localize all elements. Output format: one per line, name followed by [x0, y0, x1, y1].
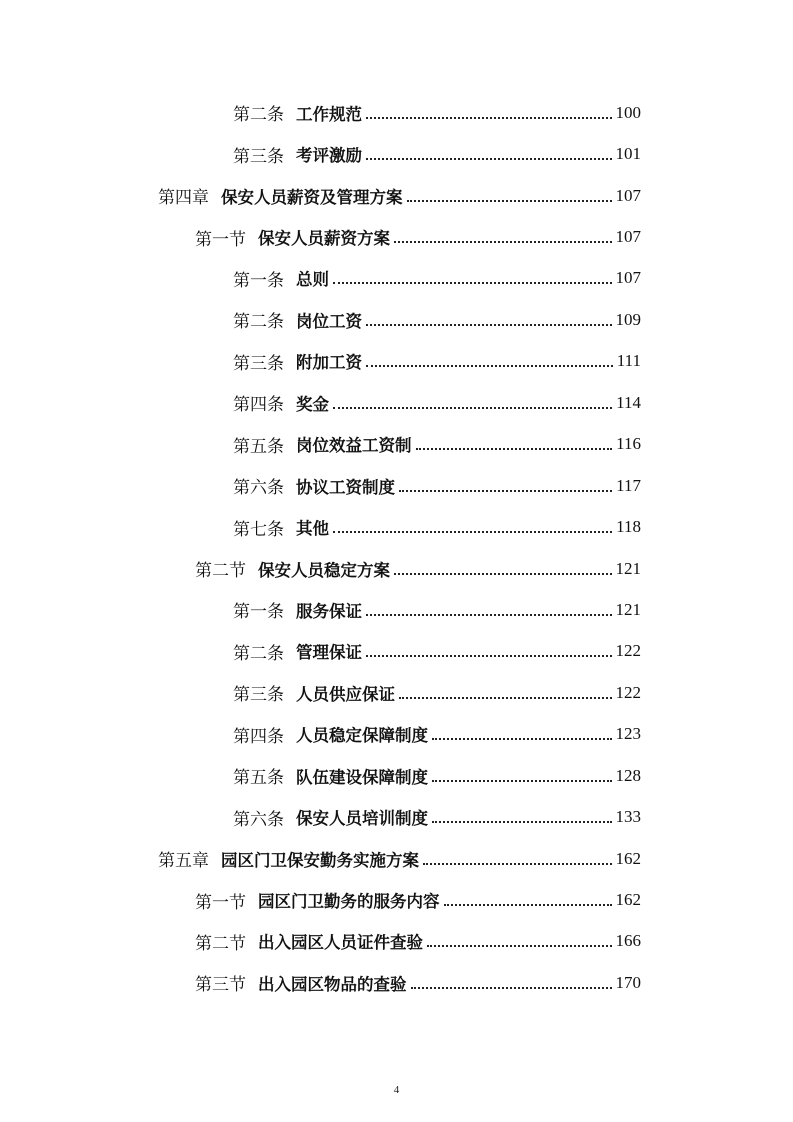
toc-entry-page: 100: [615, 102, 641, 122]
toc-entry-number: 第二条: [233, 312, 284, 333]
toc-entry[interactable]: [0, 631, 793, 672]
toc-entry[interactable]: [0, 216, 793, 257]
toc-entry-page: 133: [615, 807, 641, 827]
toc-entry[interactable]: [0, 175, 793, 216]
toc-entry-title: 管理保证: [296, 643, 362, 663]
toc-entry-number: 第六条: [233, 809, 284, 830]
toc-entry[interactable]: [0, 672, 793, 713]
toc-entry-title: 人员供应保证: [296, 684, 395, 704]
toc-entry-number: 第三条: [233, 146, 284, 167]
toc-entry-page: 107: [615, 227, 641, 247]
toc-entry-title: 服务保证: [296, 601, 362, 621]
toc-entry-page: 116: [616, 434, 641, 454]
toc-entry-page: 107: [615, 185, 641, 205]
dot-leader: [423, 863, 612, 865]
toc-entry-number: 第四条: [233, 395, 284, 416]
toc-entry-number: 第三节: [195, 975, 246, 996]
toc-entry-number: 第一节: [195, 229, 246, 250]
toc-entry-page: 128: [615, 765, 641, 785]
toc-entry[interactable]: [0, 506, 793, 547]
toc-entry-title: 总则: [296, 270, 329, 290]
toc-entry-number: 第四章: [158, 188, 209, 209]
dot-leader: [366, 324, 612, 326]
toc-entry-page: 117: [616, 475, 641, 495]
page-number: 4: [393, 1084, 400, 1096]
dot-leader: [432, 738, 612, 740]
toc-entry-title: 保安人员薪资及管理方案: [221, 187, 403, 207]
toc-entry[interactable]: [0, 879, 793, 920]
dot-leader: [366, 117, 612, 119]
dot-leader: [416, 448, 613, 450]
toc-entry-number: 第一节: [195, 892, 246, 913]
toc-entry-page: 162: [615, 848, 641, 868]
toc-entry-page: 121: [615, 599, 641, 619]
toc-entry[interactable]: [0, 424, 793, 465]
toc-entry-number: 第三条: [233, 353, 284, 374]
dot-leader: [366, 614, 612, 616]
toc-entry-number: 第五条: [233, 436, 284, 457]
dot-leader: [394, 573, 612, 575]
toc-entry-title: 出入园区人员证件查验: [258, 933, 423, 953]
toc-entry-page: 121: [615, 558, 641, 578]
toc-entry[interactable]: [0, 382, 793, 423]
toc-entry-number: 第二条: [233, 105, 284, 126]
toc-entry[interactable]: [0, 258, 793, 299]
dot-leader: [399, 490, 612, 492]
toc-entry-title: 岗位工资: [296, 311, 362, 331]
table-of-contents: [0, 92, 793, 1004]
dot-leader: [407, 200, 612, 202]
toc-entry-page: 166: [615, 931, 641, 951]
toc-entry-number: 第二节: [195, 561, 246, 582]
toc-entry-page: 123: [615, 724, 641, 744]
toc-entry-number: 第二节: [195, 933, 246, 954]
toc-entry-page: 162: [615, 890, 641, 910]
toc-entry-page: 109: [615, 309, 641, 329]
toc-entry[interactable]: [0, 299, 793, 340]
toc-entry-title: 保安人员培训制度: [296, 809, 428, 829]
toc-entry-title: 人员稳定保障制度: [296, 726, 428, 746]
toc-entry-page: 118: [616, 517, 641, 537]
toc-entry-title: 保安人员稳定方案: [258, 560, 390, 580]
toc-entry[interactable]: [0, 962, 793, 1003]
dot-leader: [333, 282, 612, 284]
toc-entry-number: 第五章: [158, 851, 209, 872]
toc-entry-number: 第七条: [233, 519, 284, 540]
dot-leader: [432, 821, 612, 823]
toc-entry[interactable]: [0, 133, 793, 174]
toc-entry-title: 园区门卫勤务的服务内容: [258, 892, 440, 912]
toc-entry-title: 附加工资: [296, 353, 362, 373]
dot-leader: [427, 945, 612, 947]
toc-entry-title: 协议工资制度: [296, 477, 395, 497]
dot-leader: [394, 241, 612, 243]
toc-entry[interactable]: [0, 796, 793, 837]
toc-entry-title: 岗位效益工资制: [296, 436, 412, 456]
toc-entry-page: 107: [615, 268, 641, 288]
toc-entry[interactable]: [0, 921, 793, 962]
toc-entry-number: 第一条: [233, 602, 284, 623]
toc-entry-number: 第一条: [233, 270, 284, 291]
toc-entry-number: 第五条: [233, 768, 284, 789]
toc-entry-title: 队伍建设保障制度: [296, 767, 428, 787]
toc-entry-page: 170: [615, 972, 641, 992]
toc-entry[interactable]: [0, 341, 793, 382]
toc-entry[interactable]: [0, 755, 793, 796]
toc-entry-page: 122: [615, 641, 641, 661]
toc-entry[interactable]: [0, 589, 793, 630]
dot-leader: [366, 365, 613, 367]
toc-entry-page: 114: [616, 392, 641, 412]
dot-leader: [411, 987, 612, 989]
toc-entry-title: 保安人员薪资方案: [258, 229, 390, 249]
toc-entry[interactable]: [0, 465, 793, 506]
toc-entry-title: 工作规范: [296, 104, 362, 124]
toc-entry[interactable]: [0, 838, 793, 879]
toc-entry-title: 出入园区物品的查验: [258, 974, 407, 994]
toc-entry-page: 101: [615, 144, 641, 164]
dot-leader: [432, 780, 612, 782]
toc-entry-page: 122: [615, 682, 641, 702]
toc-entry-number: 第三条: [233, 685, 284, 706]
toc-entry-title: 其他: [296, 519, 329, 539]
toc-entry-title: 园区门卫保安勤务实施方案: [221, 850, 419, 870]
dot-leader: [333, 407, 612, 409]
toc-entry[interactable]: [0, 714, 793, 755]
dot-leader: [333, 531, 612, 533]
dot-leader: [444, 904, 612, 906]
toc-entry[interactable]: [0, 548, 793, 589]
dot-leader: [399, 697, 612, 699]
toc-entry-number: 第四条: [233, 726, 284, 747]
dot-leader: [366, 158, 612, 160]
toc-entry-page: 111: [616, 351, 641, 371]
dot-leader: [366, 655, 612, 657]
toc-entry-title: 考评激励: [296, 146, 362, 166]
toc-entry-title: 奖金: [296, 394, 329, 414]
toc-entry[interactable]: [0, 92, 793, 133]
toc-entry-number: 第六条: [233, 478, 284, 499]
toc-entry-number: 第二条: [233, 643, 284, 664]
